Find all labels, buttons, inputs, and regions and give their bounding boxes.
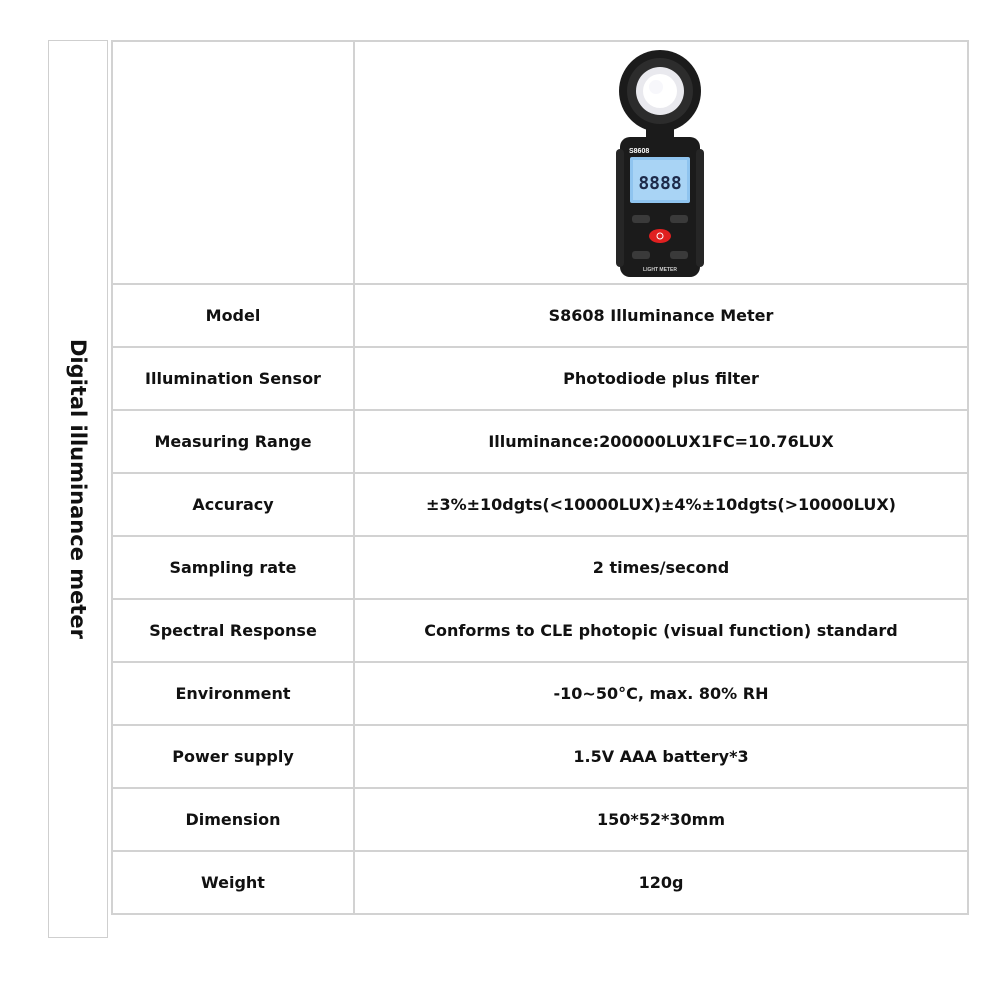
spec-table (111, 40, 969, 915)
power-button (649, 229, 671, 243)
side-title: Digital illuminance meter (66, 338, 90, 640)
spec-label: Illumination Sensor (112, 347, 354, 410)
side-label-cell (48, 40, 108, 938)
spec-value: -10~50°C, max. 80% RH (354, 662, 968, 725)
product-image-cell (354, 41, 968, 284)
spec-label: Spectral Response (112, 599, 354, 662)
hold-button (670, 251, 688, 259)
spec-label: Dimension (112, 788, 354, 851)
spec-label: Model (112, 284, 354, 347)
spec-value: Illuminance:200000LUX1FC=10.76LUX (354, 410, 968, 473)
spec-row-weight (112, 851, 968, 914)
spec-row-power (112, 725, 968, 788)
image-row-empty-cell (112, 41, 354, 284)
spec-value: S8608 Illuminance Meter (354, 284, 968, 347)
spec-value: Photodiode plus filter (354, 347, 968, 410)
spec-row-sampling (112, 536, 968, 599)
spec-value: 150*52*30mm (354, 788, 968, 851)
spec-value: 120g (354, 851, 968, 914)
spec-row-sensor (112, 347, 968, 410)
spec-value: ±3%±10dgts(<10000LUX)±4%±10dgts(>10000LUX) (354, 473, 968, 536)
range-button (632, 251, 650, 259)
spec-row-range (112, 410, 968, 473)
light-meter-image (616, 47, 706, 279)
spec-row-environment (112, 662, 968, 725)
model-mark: S8608 (629, 147, 650, 155)
spec-label: Measuring Range (112, 410, 354, 473)
spec-label: Environment (112, 662, 354, 725)
spec-value: Conforms to CLE photopic (visual function) standard (354, 599, 968, 662)
spec-label: Weight (112, 851, 354, 914)
spec-value: 2 times/second (354, 536, 968, 599)
spec-label: Power supply (112, 725, 354, 788)
meter-bottom-label: LIGHT METER (643, 266, 677, 273)
spec-label: Sampling rate (112, 536, 354, 599)
display-digits: 8888 (638, 172, 682, 194)
image-row (112, 41, 968, 284)
spec-row-accuracy (112, 473, 968, 536)
spec-row-model (112, 284, 968, 347)
spec-label: Accuracy (112, 473, 354, 536)
spec-row-dimension (112, 788, 968, 851)
spec-row-spectral (112, 599, 968, 662)
spec-value: 1.5V AAA battery*3 (354, 725, 968, 788)
mode-button (632, 215, 650, 223)
light-button (670, 215, 688, 223)
